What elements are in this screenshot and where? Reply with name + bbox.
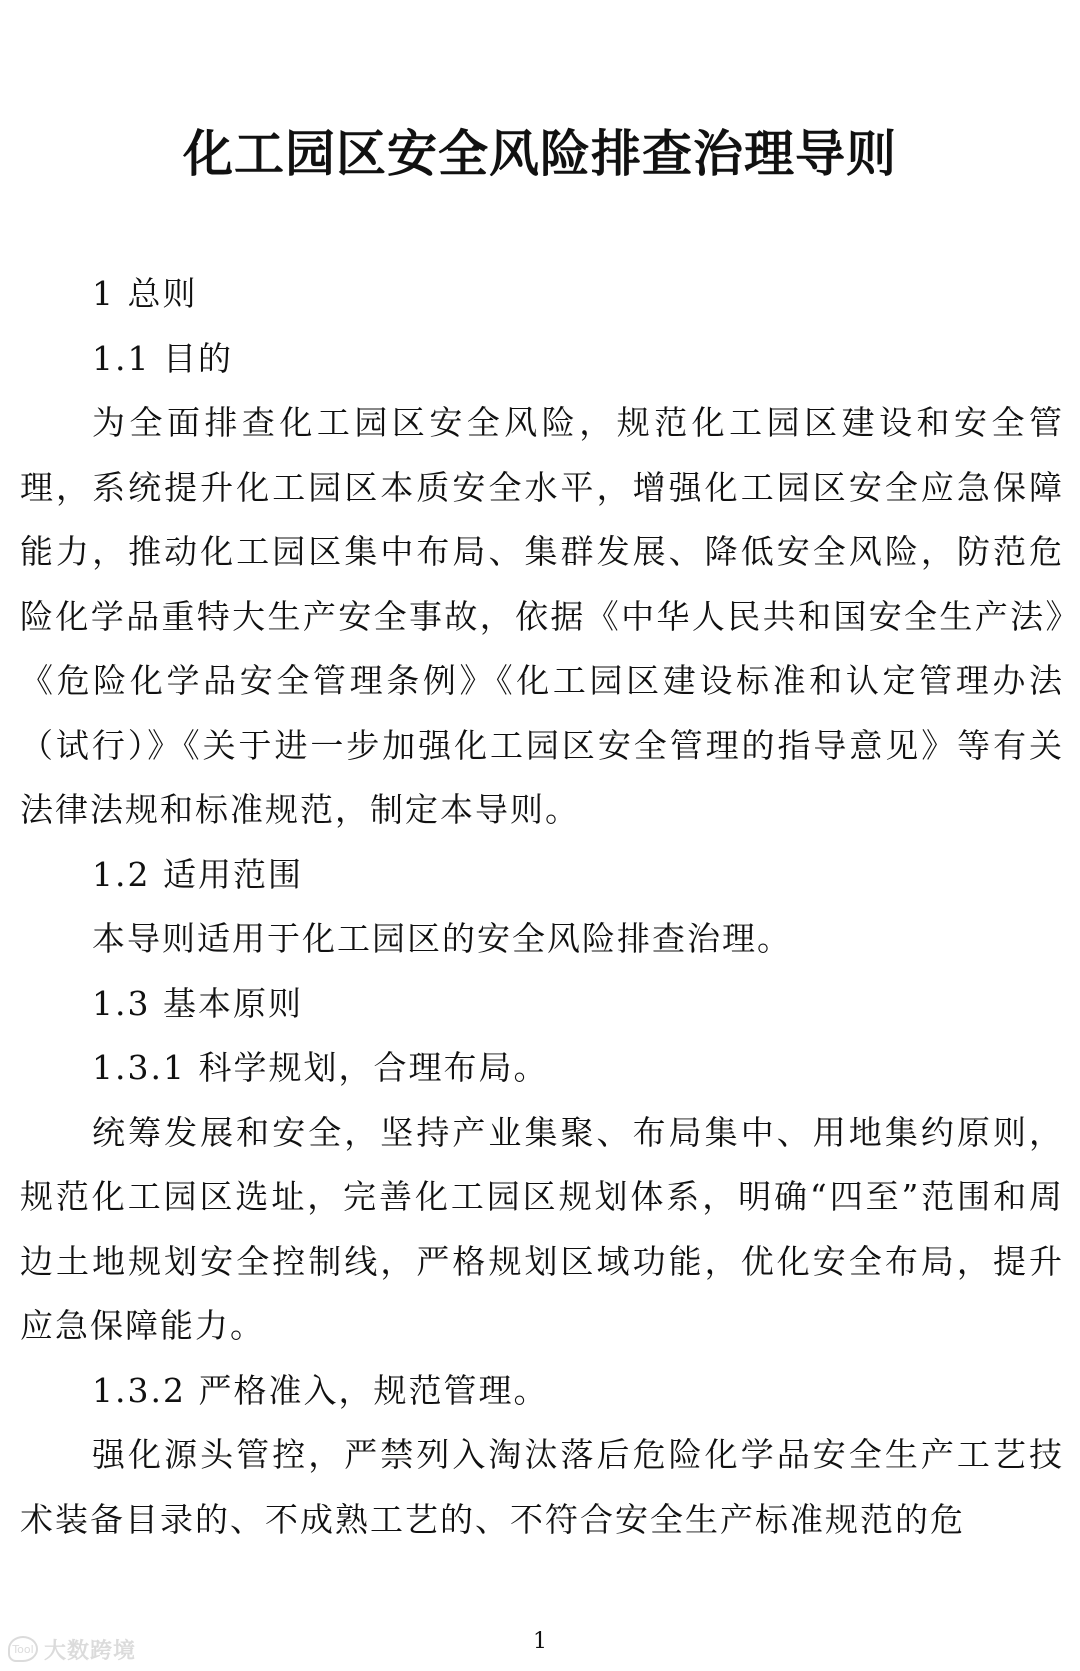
section-heading: 1.3 基本原则	[92, 983, 303, 1023]
watermark-logo-icon: Tool	[8, 1636, 38, 1662]
section-heading: 1.3.1 科学规划，合理布局。	[92, 1048, 549, 1087]
body-paragraph: 强化源头管控，严禁列入淘汰落后危险化学品安全生产工艺技术装备目录的、不成熟工艺的、不符合安全生产标准规范的危	[20, 1435, 1064, 1539]
section-heading: 1.2 适用范围	[92, 854, 303, 894]
document-body	[20, 262, 1064, 1552]
watermark-text: 大数跨境	[44, 1638, 137, 1664]
body-paragraph: 为全面排查化工园区安全风险，规范化工园区建设和安全管理，系统提升化工园区本质安全水平，增强化工园区安全应急保障能力，推动化工园区集中布局、集群发展、降低安全风险，防范危险化学品重特大生产安全事故，依据《中华人民共和国安全生产法》《危险化学品安全管理条例》《化工园区建设标准和认定管理办法（试行）》《关于进一步加强化工园区安全管理的指导意见》等有关法律法规和标准规范，制定本导则。	[20, 403, 1064, 829]
document-title: 化工园区安全风险排查治理导则	[183, 125, 897, 183]
body-paragraph: 统筹发展和安全，坚持产业集聚、布局集中、用地集约原则，规范化工园区选址，完善化工园区规划体系，明确“四至”范围和周边土地规划安全控制线，严格规划区域功能，优化安全布局，提升应急保障能力。	[20, 1112, 1064, 1345]
section-heading: 1.1 目的	[92, 338, 233, 378]
section-heading: 1 总则	[92, 274, 198, 313]
body-paragraph: 本导则适用于化工园区的安全风险排查治理。	[92, 919, 792, 958]
page-number: 1	[533, 1629, 547, 1654]
section-heading: 1.3.2 严格准入，规范管理。	[92, 1370, 549, 1410]
watermark	[8, 1632, 136, 1666]
